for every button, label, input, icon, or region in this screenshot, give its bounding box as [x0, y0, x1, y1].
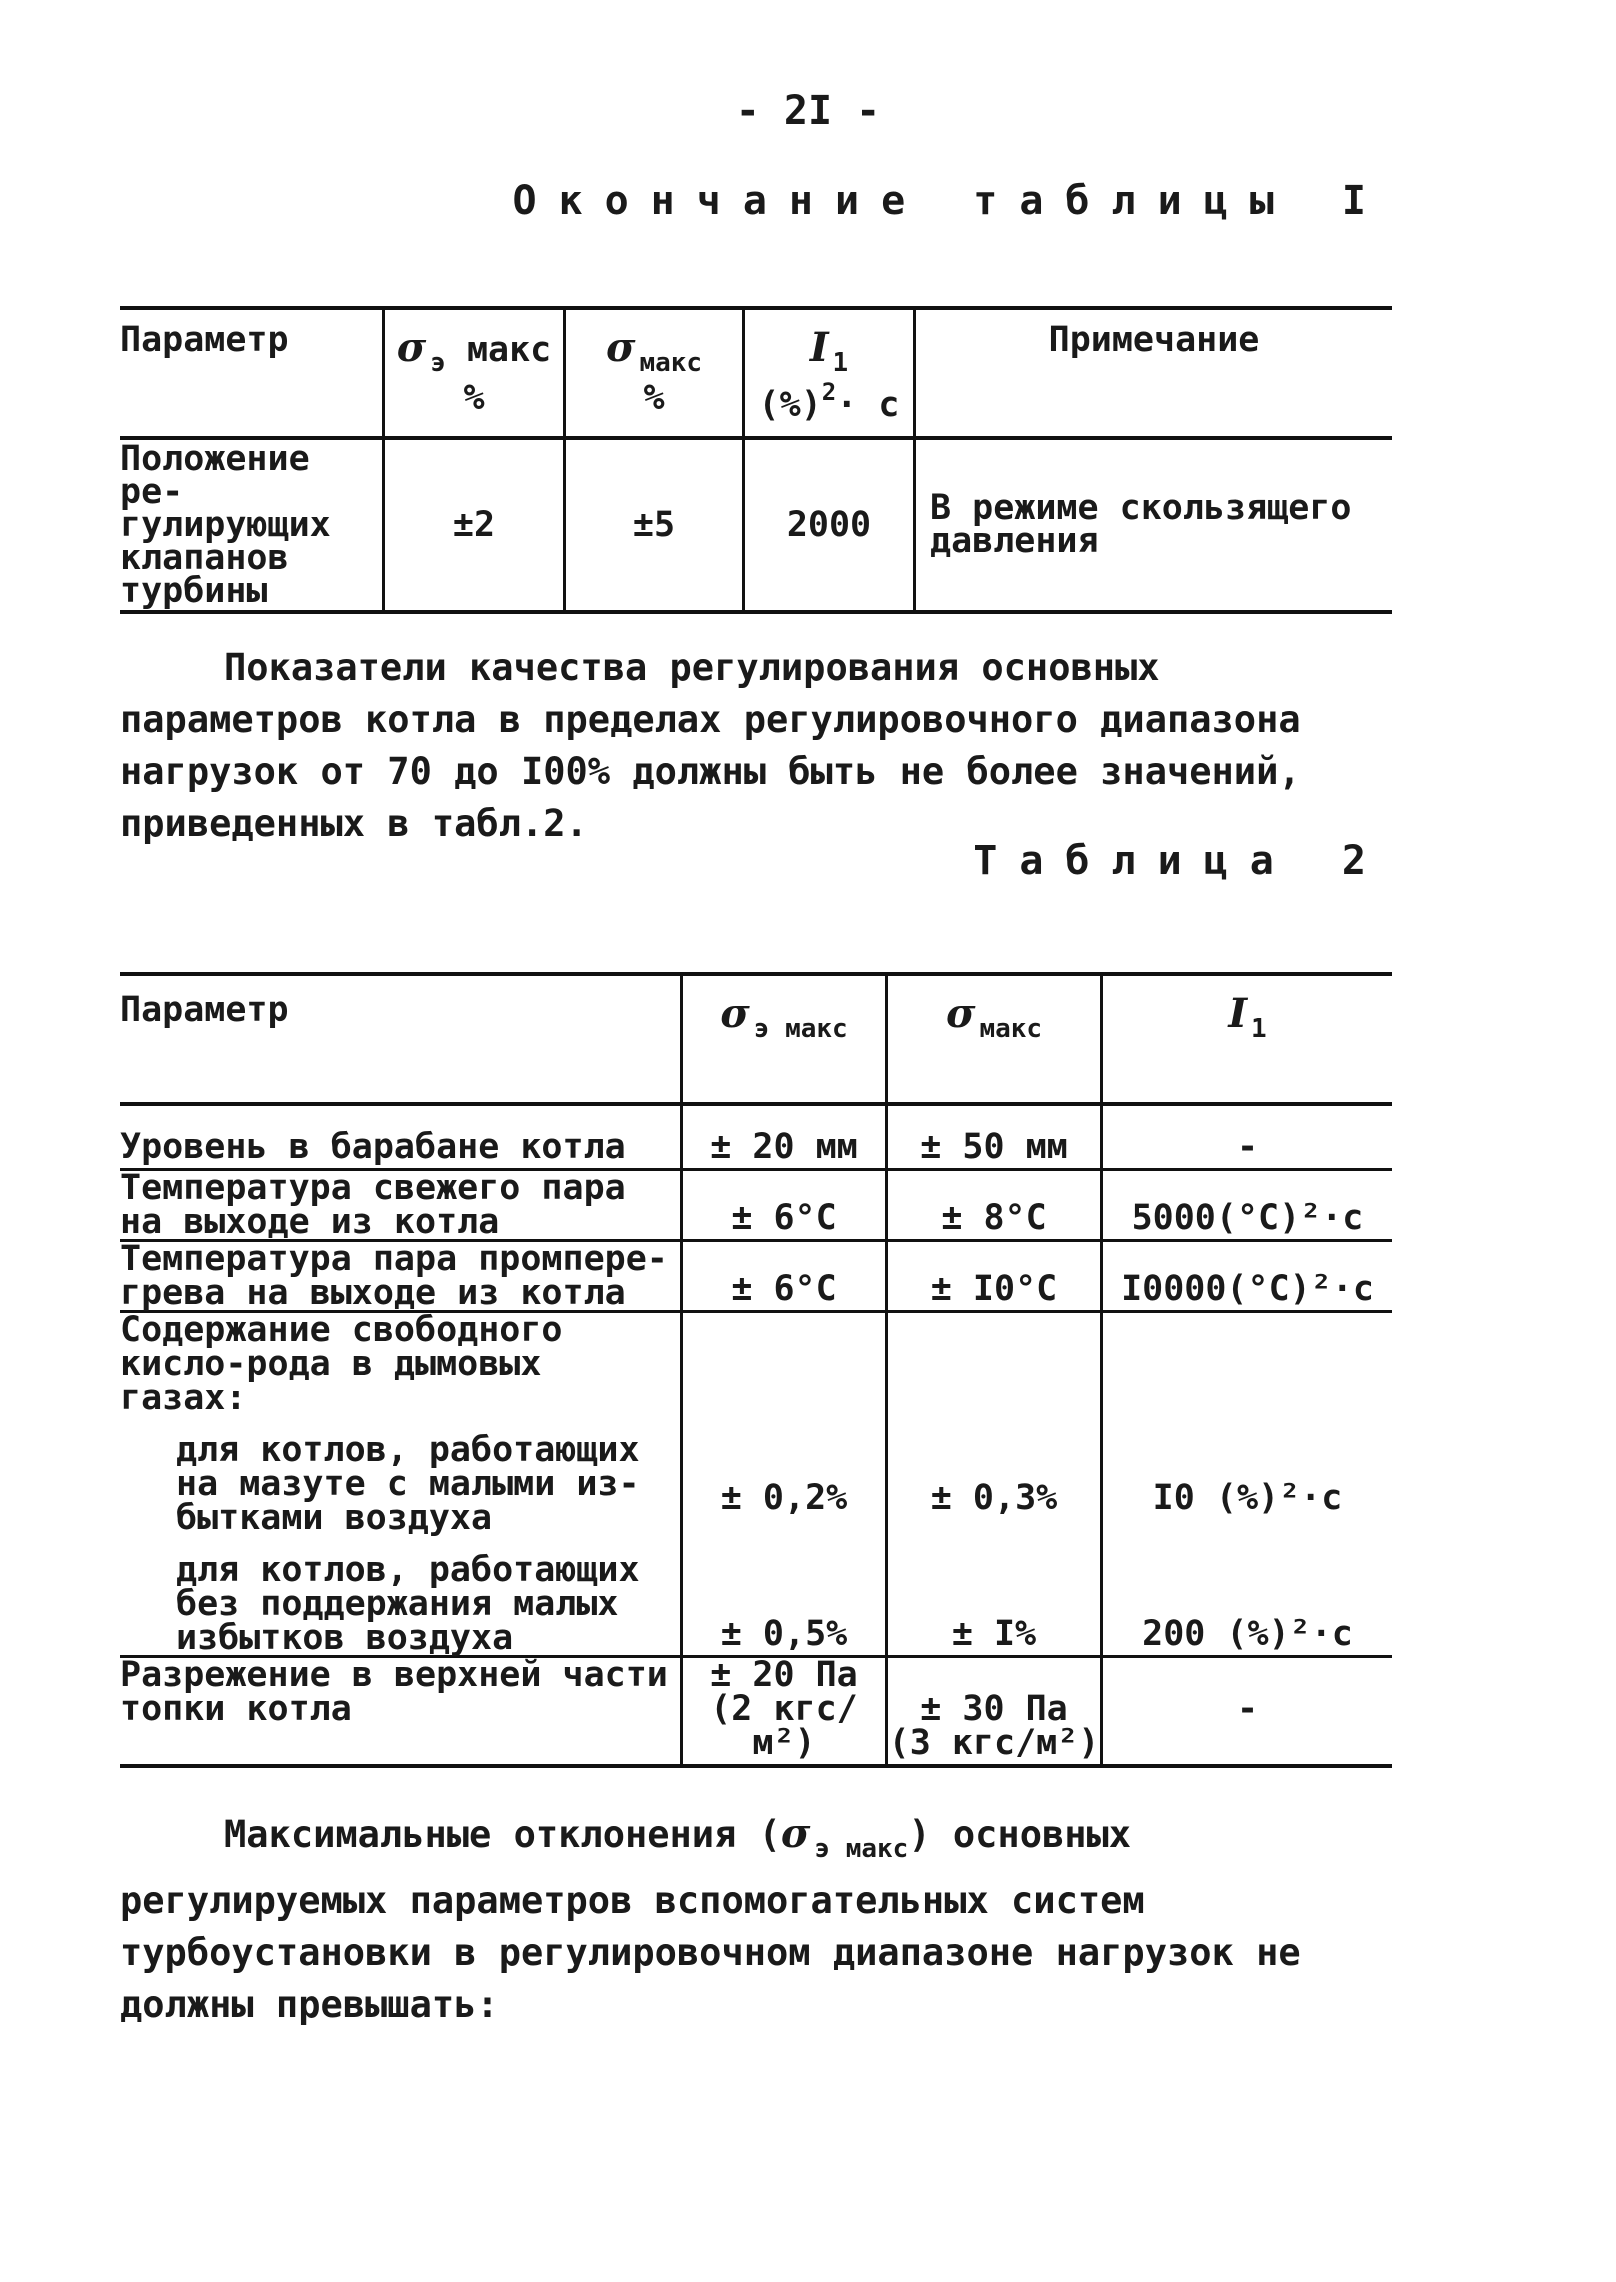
table2-cell-integral: - [1102, 1657, 1393, 1767]
table2-cell-sigma-e: ± 0,2% ± 0,5% [682, 1312, 887, 1657]
table2-cell-sigma-e: ± 20 мм [682, 1104, 887, 1170]
table2-header-sigma-e: σ $_{э макс}$ [682, 974, 887, 1104]
sigma-symbol: σ [396, 324, 427, 371]
table-1 [120, 306, 1392, 614]
table2-cell-param: Уровень в барабане котла [120, 1127, 626, 1167]
table1-cell-note: В режиме скользящего давления [915, 438, 1393, 612]
table1-cell-param: Положение ре-гулирующих клапанов турбины [120, 438, 331, 611]
table1-header-sigma: σ $_{макс}$ % [565, 308, 744, 438]
table-row [120, 1312, 1392, 1657]
table1-cell-sigma-e: ±2 [384, 438, 565, 612]
sigma-symbol: σ [720, 990, 750, 1037]
table2-cell-sigma-e: ± 20 Па (2 кгс/м²) [682, 1657, 887, 1767]
table2-subitem-1: для котлов, работающих на мазуте с малыми из-бытками воздуха [176, 1430, 640, 1538]
table2-cell-sigma: ± I0°С [887, 1241, 1102, 1312]
table1-cell-sigma: ±5 [565, 438, 744, 612]
page-number: - 2I - [735, 88, 881, 134]
table2-cell-param: Температура пара промпере-грева на выходе из котла [120, 1241, 682, 1312]
table2-subitem-2: для котлов, работающих без поддержания малых избытков воздуха [176, 1550, 640, 1658]
table1-header-sigma-e: σ $_э$ макс % [384, 308, 565, 438]
table1-header-integral: I $_1$ (%)$^2$· с [744, 308, 915, 438]
table2-cell-param: Содержание свободного кисло-рода в дымовых газах: для котлов, работающих на мазуте с малыми из-бытками воздуха для котлов, работающих без поддержания малых избытков воздуха [120, 1312, 682, 1657]
table-row [120, 1657, 1392, 1767]
table-row [120, 1104, 1392, 1170]
table2-cell-integral: 5000(°С)²·с [1102, 1170, 1393, 1241]
sigma-symbol: σ [945, 990, 976, 1037]
table2-cell-param: Разрежение в верхней части топки котла [120, 1657, 682, 1767]
table-row [120, 438, 1392, 612]
table1-header-param: Параметр [120, 308, 384, 438]
table1-caption: Окончание таблицы I [512, 178, 1388, 224]
table2-header-integral: I $_1$ [1102, 974, 1393, 1104]
table2-cell-sigma: ± 0,3% ± I% [887, 1312, 1102, 1657]
table2-cell-integral: I0000(°С)²·с [1102, 1241, 1393, 1312]
table-2 [120, 972, 1392, 1768]
table2-cell-param: Температура свежего пара на выходе из котла [120, 1170, 682, 1241]
paragraph-1: Показатели качества регулирования основных параметров котла в пределах регулировочного диапазона нагрузок от 70 до I00% должны быть не более значений, приведенных в табл.2. [120, 646, 1301, 845]
table2-header-row [120, 974, 1392, 1104]
table2-cell-sigma-e: ± 6°С [682, 1241, 887, 1312]
table-row [120, 1241, 1392, 1312]
table2-cell-sigma-e: ± 6°С [682, 1170, 887, 1241]
table2-cell-sigma: ± 30 Па (3 кгс/м²) [887, 1657, 1102, 1767]
table1-header-note: Примечание [915, 308, 1393, 438]
paragraph-2: Максимальные отклонения (σ $_{э макс}$) основных регулируемых параметров вспомогательных систем турбоустановки в регулировочном диапазоне нагрузок не должны превышать: [120, 1810, 1301, 2026]
table2-cell-integral: - [1102, 1104, 1393, 1170]
table2-cell-integral: I0 (%)²·с 200 (%)²·с [1102, 1312, 1393, 1657]
sigma-symbol: σ [780, 1810, 811, 1857]
table2-caption: Таблица 2 [973, 838, 1388, 884]
table-row [120, 1170, 1392, 1241]
table2-header-sigma: σ $_{макс}$ [887, 974, 1102, 1104]
table2-cell-sigma: ± 8°С [887, 1170, 1102, 1241]
sigma-symbol: σ [605, 324, 636, 371]
table1-header-row [120, 308, 1392, 438]
table2-header-param: Параметр [120, 974, 682, 1104]
table2-cell-sigma: ± 50 мм [887, 1104, 1102, 1170]
table1-cell-integral: 2000 [744, 438, 915, 612]
